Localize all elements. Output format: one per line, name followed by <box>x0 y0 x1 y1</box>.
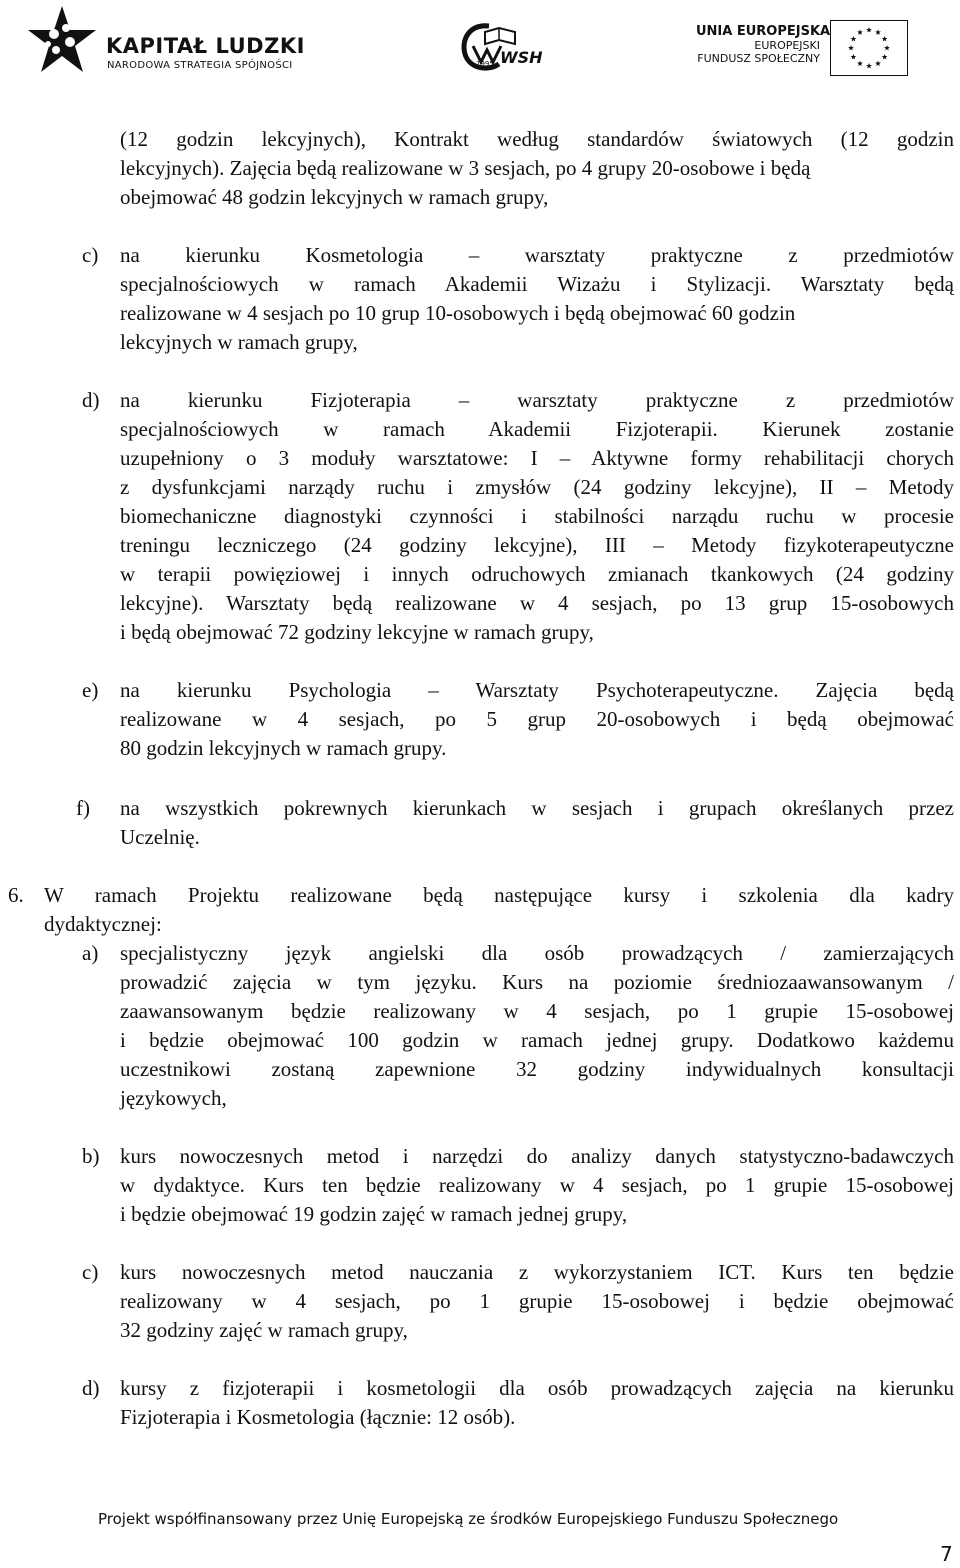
section-number: 6. <box>8 883 24 907</box>
list-marker: a) <box>82 941 99 965</box>
paragraph-line: (12 godzin lekcyjnych), Kontrakt według standardów światowych (12 godzin <box>120 127 954 151</box>
list-item-line: w dydaktyce. Kurs ten będzie realizowany w 4 sesjach, po 1 grupie 15-osobowej <box>120 1173 954 1197</box>
list-item-line: na wszystkich pokrewnych kierunkach w sesjach i grupach określanych przez <box>120 796 954 820</box>
page-number: 7 <box>940 1542 953 1566</box>
list-item-line: Uczelnię. <box>120 825 200 849</box>
wsh-logo-text: WSH <box>500 48 543 67</box>
list-item-line: uczestnikowi zostaną zapewnione 32 godziny indywidualnych konsultacji <box>120 1057 954 1081</box>
page-header <box>0 0 960 90</box>
list-marker: c) <box>82 243 99 267</box>
kapital-ludzki-logo-title: KAPITAŁ LUDZKI <box>106 34 305 58</box>
list-item-line: lekcyjnych w ramach grupy, <box>120 330 358 354</box>
list-marker: d) <box>82 388 100 412</box>
eu-flag-icon <box>830 20 908 76</box>
list-item-line: kurs nowoczesnych metod i narzędzi do analizy danych statystyczno-badawczych <box>120 1144 954 1168</box>
kapital-ludzki-star-icon <box>26 4 98 76</box>
list-marker: b) <box>82 1144 100 1168</box>
paragraph-line: obejmować 48 godzin lekcyjnych w ramach grupy, <box>120 185 549 209</box>
list-item-line: biomechaniczne diagnostyki czynności i stabilności narządu ruchu w procesie <box>120 504 954 528</box>
list-marker: c) <box>82 1260 99 1284</box>
list-item-line: na kierunku Psychologia – Warsztaty Psychoterapeutyczne. Zajęcia będą <box>120 678 954 702</box>
paragraph-line: lekcyjnych). Zajęcia będą realizowane w 3 sesjach, po 4 grupy 20-osobowe i będą <box>120 156 811 180</box>
list-item-line: zaawansowanym będzie realizowany w 4 sesjach, po 1 grupie 15-osobowej <box>120 999 954 1023</box>
eu-logo-text <box>696 24 831 65</box>
section-line: W ramach Projektu realizowane będą następujące kursy i szkolenia dla kadry <box>44 883 954 907</box>
eu-logo-line-2: FUNDUSZ SPOŁECZNY <box>697 52 820 65</box>
wsh-logo-icon <box>455 18 547 76</box>
list-item-line: uzupełniony o 3 moduły warsztatowe: I – Aktywne formy rehabilitacji chorych <box>120 446 954 470</box>
section-line: dydaktycznej: <box>44 912 162 936</box>
wsh-logo-year: 1995 <box>476 60 494 68</box>
list-item-line: językowych, <box>120 1086 227 1110</box>
list-item-line: na kierunku Fizjoterapia – warsztaty praktyczne z przedmiotów <box>120 388 954 412</box>
list-item-line: kurs nowoczesnych metod nauczania z wykorzystaniem ICT. Kurs ten będzie <box>120 1260 954 1284</box>
list-marker: d) <box>82 1376 100 1400</box>
list-item-line: i będą obejmować 72 godziny lekcyjne w ramach grupy, <box>120 620 594 644</box>
list-item-line: realizowany w 4 sesjach, po 1 grupie 15-osobowej i będzie obejmować <box>120 1289 954 1313</box>
list-item-line: na kierunku Kosmetologia – warsztaty praktyczne z przedmiotów <box>120 243 954 267</box>
page-footer: Projekt współfinansowany przez Unię Europejską ze środków Europejskiego Funduszu Społecznego <box>98 1510 839 1528</box>
list-marker: e) <box>82 678 99 702</box>
list-item-line: w terapii powięziowej i innych odruchowych zmianach tkankowych (24 godziny <box>120 562 954 586</box>
list-item-line: specjalistyczny język angielski dla osób prowadzących / zamierzających <box>120 941 954 965</box>
list-item-line: specjalnościowych w ramach Akademii Fizjoterapii. Kierunek zostanie <box>120 417 954 441</box>
list-item-line: 32 godziny zajęć w ramach grupy, <box>120 1318 408 1342</box>
list-item-line: realizowane w 4 sesjach po 10 grup 10-osobowych i będą obejmować 60 godzin <box>120 301 796 325</box>
list-item-line: treningu leczniczego (24 godziny lekcyjne), III – Metody fizykoterapeutyczne <box>120 533 954 557</box>
list-item-line: specjalnościowych w ramach Akademii Wizażu i Stylizacji. Warsztaty będą <box>120 272 954 296</box>
eu-logo-line-1: EUROPEJSKI <box>754 39 820 52</box>
list-item-line: Fizjoterapia i Kosmetologia (łącznie: 12 osób). <box>120 1405 516 1429</box>
list-item-line: 80 godzin lekcyjnych w ramach grupy. <box>120 736 447 760</box>
eu-logo-title: UNIA EUROPEJSKA <box>696 24 831 39</box>
list-marker: f) <box>76 796 90 820</box>
list-item-line: kursy z fizjoterapii i kosmetologii dla osób prowadzących zajęcia na kierunku <box>120 1376 954 1400</box>
list-item-line: i będzie obejmować 100 godzin w ramach jednej grupy. Dodatkowo każdemu <box>120 1028 954 1052</box>
list-item-line: realizowane w 4 sesjach, po 5 grup 20-osobowych i będą obejmować <box>120 707 954 731</box>
list-item-line: i będzie obejmować 19 godzin zajęć w ramach jednej grupy, <box>120 1202 628 1226</box>
list-item-line: lekcyjne). Warsztaty będą realizowane w 4 sesjach, po 13 grup 15-osobowych <box>120 591 954 615</box>
list-item-line: prowadzić zajęcia w tym języku. Kurs na poziomie średniozaawansowanym / <box>120 970 954 994</box>
list-item-line: z dysfunkcjami narządy ruchu i zmysłów (24 godziny lekcyjne), II – Metody <box>120 475 954 499</box>
kapital-ludzki-logo-subtitle: NARODOWA STRATEGIA SPÓJNOŚCI <box>107 60 293 71</box>
